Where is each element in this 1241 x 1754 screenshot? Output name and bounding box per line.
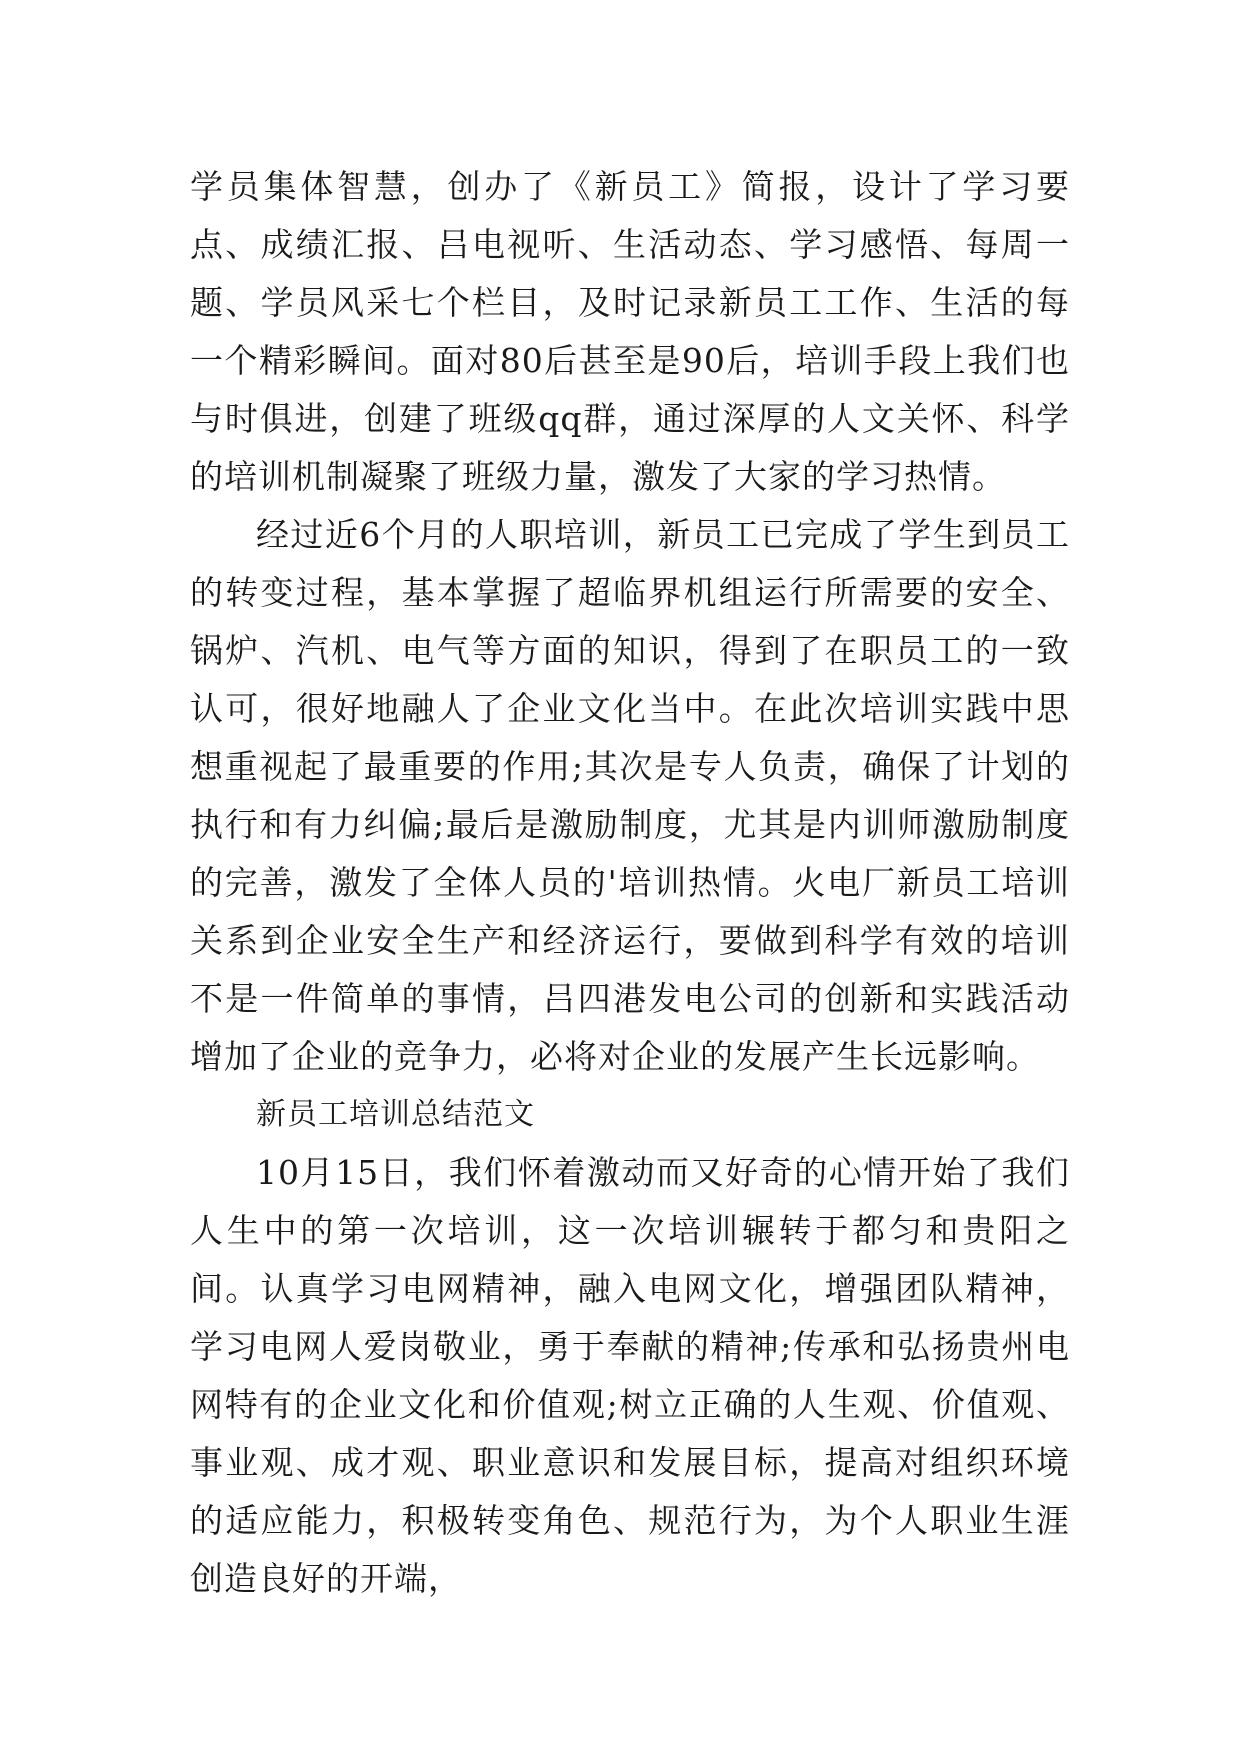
section-title: 新员工培训总结范文 [256, 1097, 535, 1132]
paragraph-1: 学员集体智慧，创办了《新员工》简报，设计了学习要点、成绩汇报、吕电视听、生活动态、学习感悟、每周一题、学员风采七个栏目，及时记录新员工工作、生活的每一个精彩瞬间。面对80后甚至是90后，培训手段上我们也与时俱进，创建了班级qq群，通过深厚的人文关怀、科学的培训机制凝聚了班级力量，激发了大家的学习热情。 [190, 167, 1070, 496]
paragraph-3: 10月15日，我们怀着激动而又好奇的心情开始了我们人生中的第一次培训，这一次培训辗转于都匀和贵阳之间。认真学习电网精神，融入电网文化，增强团队精神，学习电网人爱岗敬业，勇于奉献的精神;传承和弘扬贵州电网特有的企业文化和价值观;树立正确的人生观、价值观、事业观、成才观、职业意识和发展目标，提高对组织环境的适应能力，积极转变角色、规范行为，为个人职业生涯创造良好的开端， [190, 1153, 1070, 1598]
paragraph-2: 经过近6个月的人职培训，新员工已完成了学生到员工的转变过程，基本掌握了超临界机组运行所需要的安全、锅炉、汽机、电气等方面的知识，得到了在职员工的一致认可，很好地融人了企业文化当中。在此次培训实践中思想重视起了最重要的作用;其次是专人负责，确保了计划的执行和有力纠偏;最后是激励制度，尤其是内训师激励制度的完善，激发了全体人员的'培训热情。火电厂新员工培训关系到企业安全生产和经济运行，要做到科学有效的培训不是一件简单的事情，吕四港发电公司的创新和实践活动增加了企业的竞争力，必将对企业的发展产生长远影响。 [190, 515, 1070, 1076]
document-body [190, 158, 1070, 1608]
